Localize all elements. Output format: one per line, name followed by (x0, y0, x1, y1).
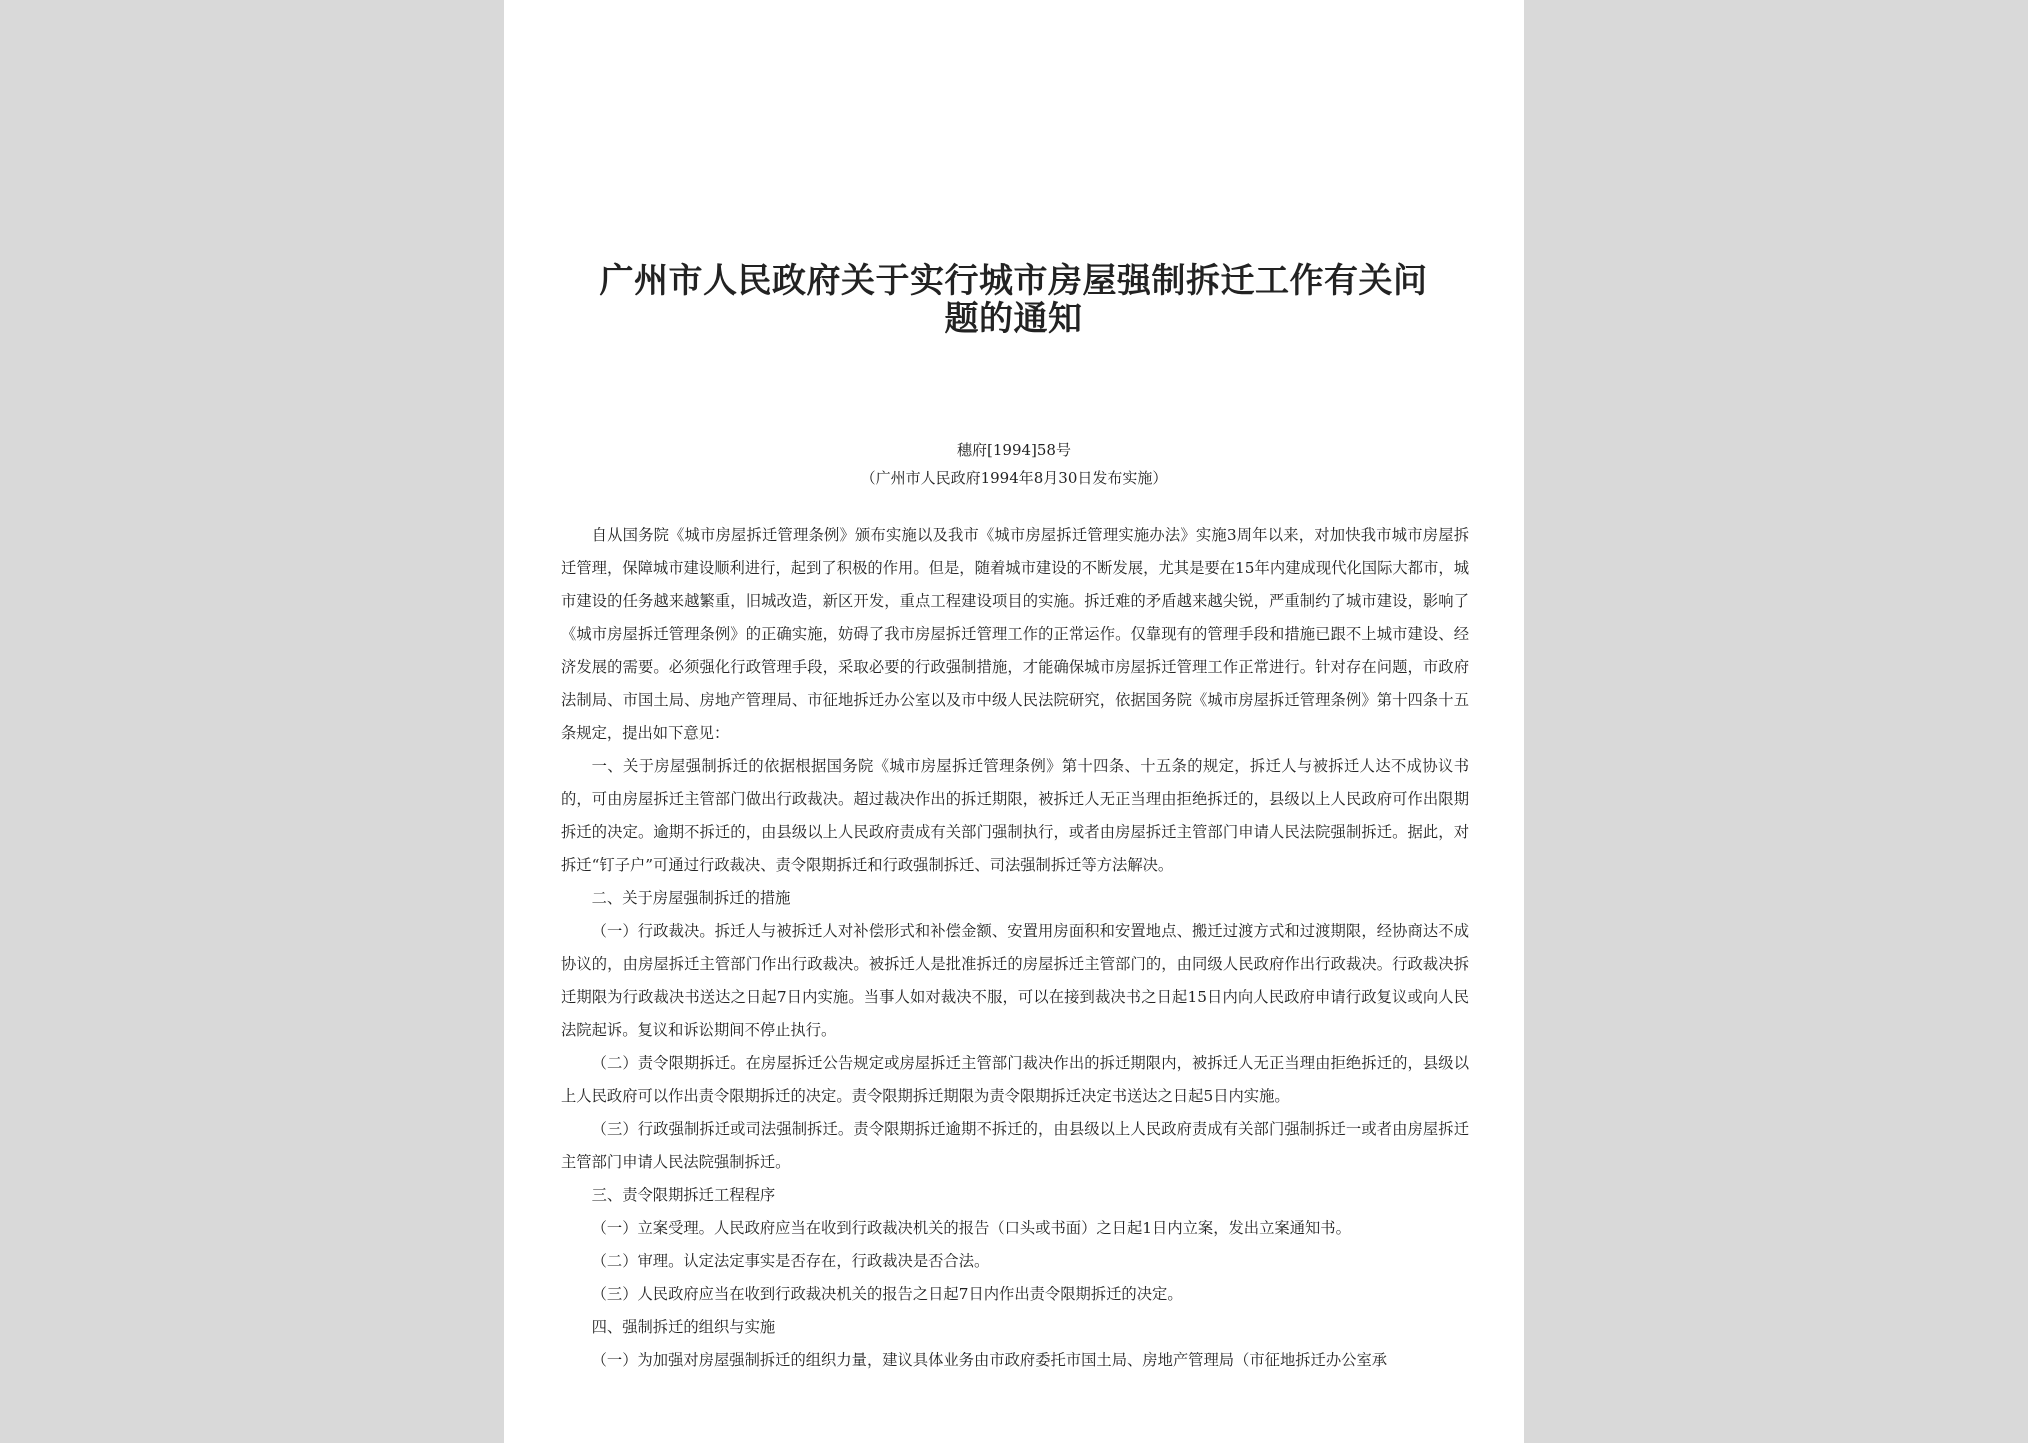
paragraph: （一）立案受理。人民政府应当在收到行政裁决机关的报告（口头或书面）之日起1日内立案，发出立案通知书。 (591, 1219, 1351, 1237)
paragraph: （三）人民政府应当在收到行政裁决机关的报告之日起7日内作出责令限期拆迁的决定。 (591, 1285, 1183, 1303)
paragraph: （二）责令限期拆迁。在房屋拆迁公告规定或房屋拆迁主管部门裁决作出的拆迁期限内，被拆迁人无正当理由拒绝拆迁的，县级以上人民政府可以作出责令限期拆迁的决定。责令限期拆迁期限为责令限期拆迁决定书送达之日起5日内实施。 (561, 1054, 1469, 1105)
paragraph: 一、关于房屋强制拆迁的依据根据国务院《城市房屋拆迁管理条例》第十四条、十五条的规定，拆迁人与被拆迁人达不成协议书的，可由房屋拆迁主管部门做出行政裁决。超过裁决作出的拆迁期限，被拆迁人无正当理由拒绝拆迁的，县级以上人民政府可作出限期拆迁的决定。逾期不拆迁的，由县级以上人民政府责成有关部门强制执行，或者由房屋拆迁主管部门申请人民法院强制拆迁。据此，对拆迁“钉子户”可通过行政裁决、责令限期拆迁和行政强制拆迁、司法强制拆迁等方法解决。 (561, 757, 1469, 874)
paragraph: （二）审理。认定法定事实是否存在，行政裁决是否合法。 (591, 1252, 990, 1270)
paragraph: （一）行政裁决。拆迁人与被拆迁人对补偿形式和补偿金额、安置用房面积和安置地点、搬迁过渡方式和过渡期限，经协商达不成协议的，由房屋拆迁主管部门作出行政裁决。被拆迁人是批准拆迁的房屋拆迁主管部门的，由同级人民政府作出行政裁决。行政裁决拆迁期限为行政裁决书送达之日起7日内实施。当事人如对裁决不服，可以在接到裁决书之日起15日内向人民政府申请行政复议或向人民法院起诉。复议和诉讼期间不停止执行。 (561, 922, 1469, 1039)
paragraph: 三、责令限期拆迁工程程序 (591, 1186, 776, 1204)
document-number: 穗府[1994]58号 (957, 441, 1071, 459)
paragraph: （一）为加强对房屋强制拆迁的组织力量，建议具体业务由市政府委托市国土局、房地产管理局（市征地拆迁办公室承 (591, 1351, 1388, 1369)
document-body (561, 519, 1469, 1377)
paragraph: 四、强制拆迁的组织与实施 (591, 1318, 776, 1336)
document-page (504, 0, 1524, 1443)
paragraph: 自从国务院《城市房屋拆迁管理条例》颁布实施以及我市《城市房屋拆迁管理实施办法》实施3周年以来，对加快我市城市房屋拆迁管理，保障城市建设顺利进行，起到了积极的作用。但是，随着城市建设的不断发展，尤其是要在15年内建成现代化国际大都市，城市建设的任务越来越繁重，旧城改造，新区开发，重点工程建设项目的实施。拆迁难的矛盾越来越尖锐，严重制约了城市建设，影响了《城市房屋拆迁管理条例》的正确实施，妨碍了我市房屋拆迁管理工作的正常运作。仅靠现有的管理手段和措施已跟不上城市建设、经济发展的需要。必须强化行政管理手段，采取必要的行政强制措施，才能确保城市房屋拆迁管理工作正常进行。针对存在问题，市政府法制局、市国土局、房地产管理局、市征地拆迁办公室以及市中级人民法院研究，依据国务院《城市房屋拆迁管理条例》第十四条十五条规定，提出如下意见： (561, 526, 1469, 742)
paragraph: （三）行政强制拆迁或司法强制拆迁。责令限期拆迁逾期不拆迁的，由县级以上人民政府责成有关部门强制拆迁一或者由房屋拆迁主管部门申请人民法院强制拆迁。 (561, 1120, 1469, 1171)
paragraph: 二、关于房屋强制拆迁的措施 (591, 889, 791, 907)
document-title: 广州市人民政府关于实行城市房屋强制拆迁工作有关问题的通知 (599, 261, 1428, 339)
issue-note: （广州市人民政府1994年8月30日发布实施） (860, 469, 1168, 487)
